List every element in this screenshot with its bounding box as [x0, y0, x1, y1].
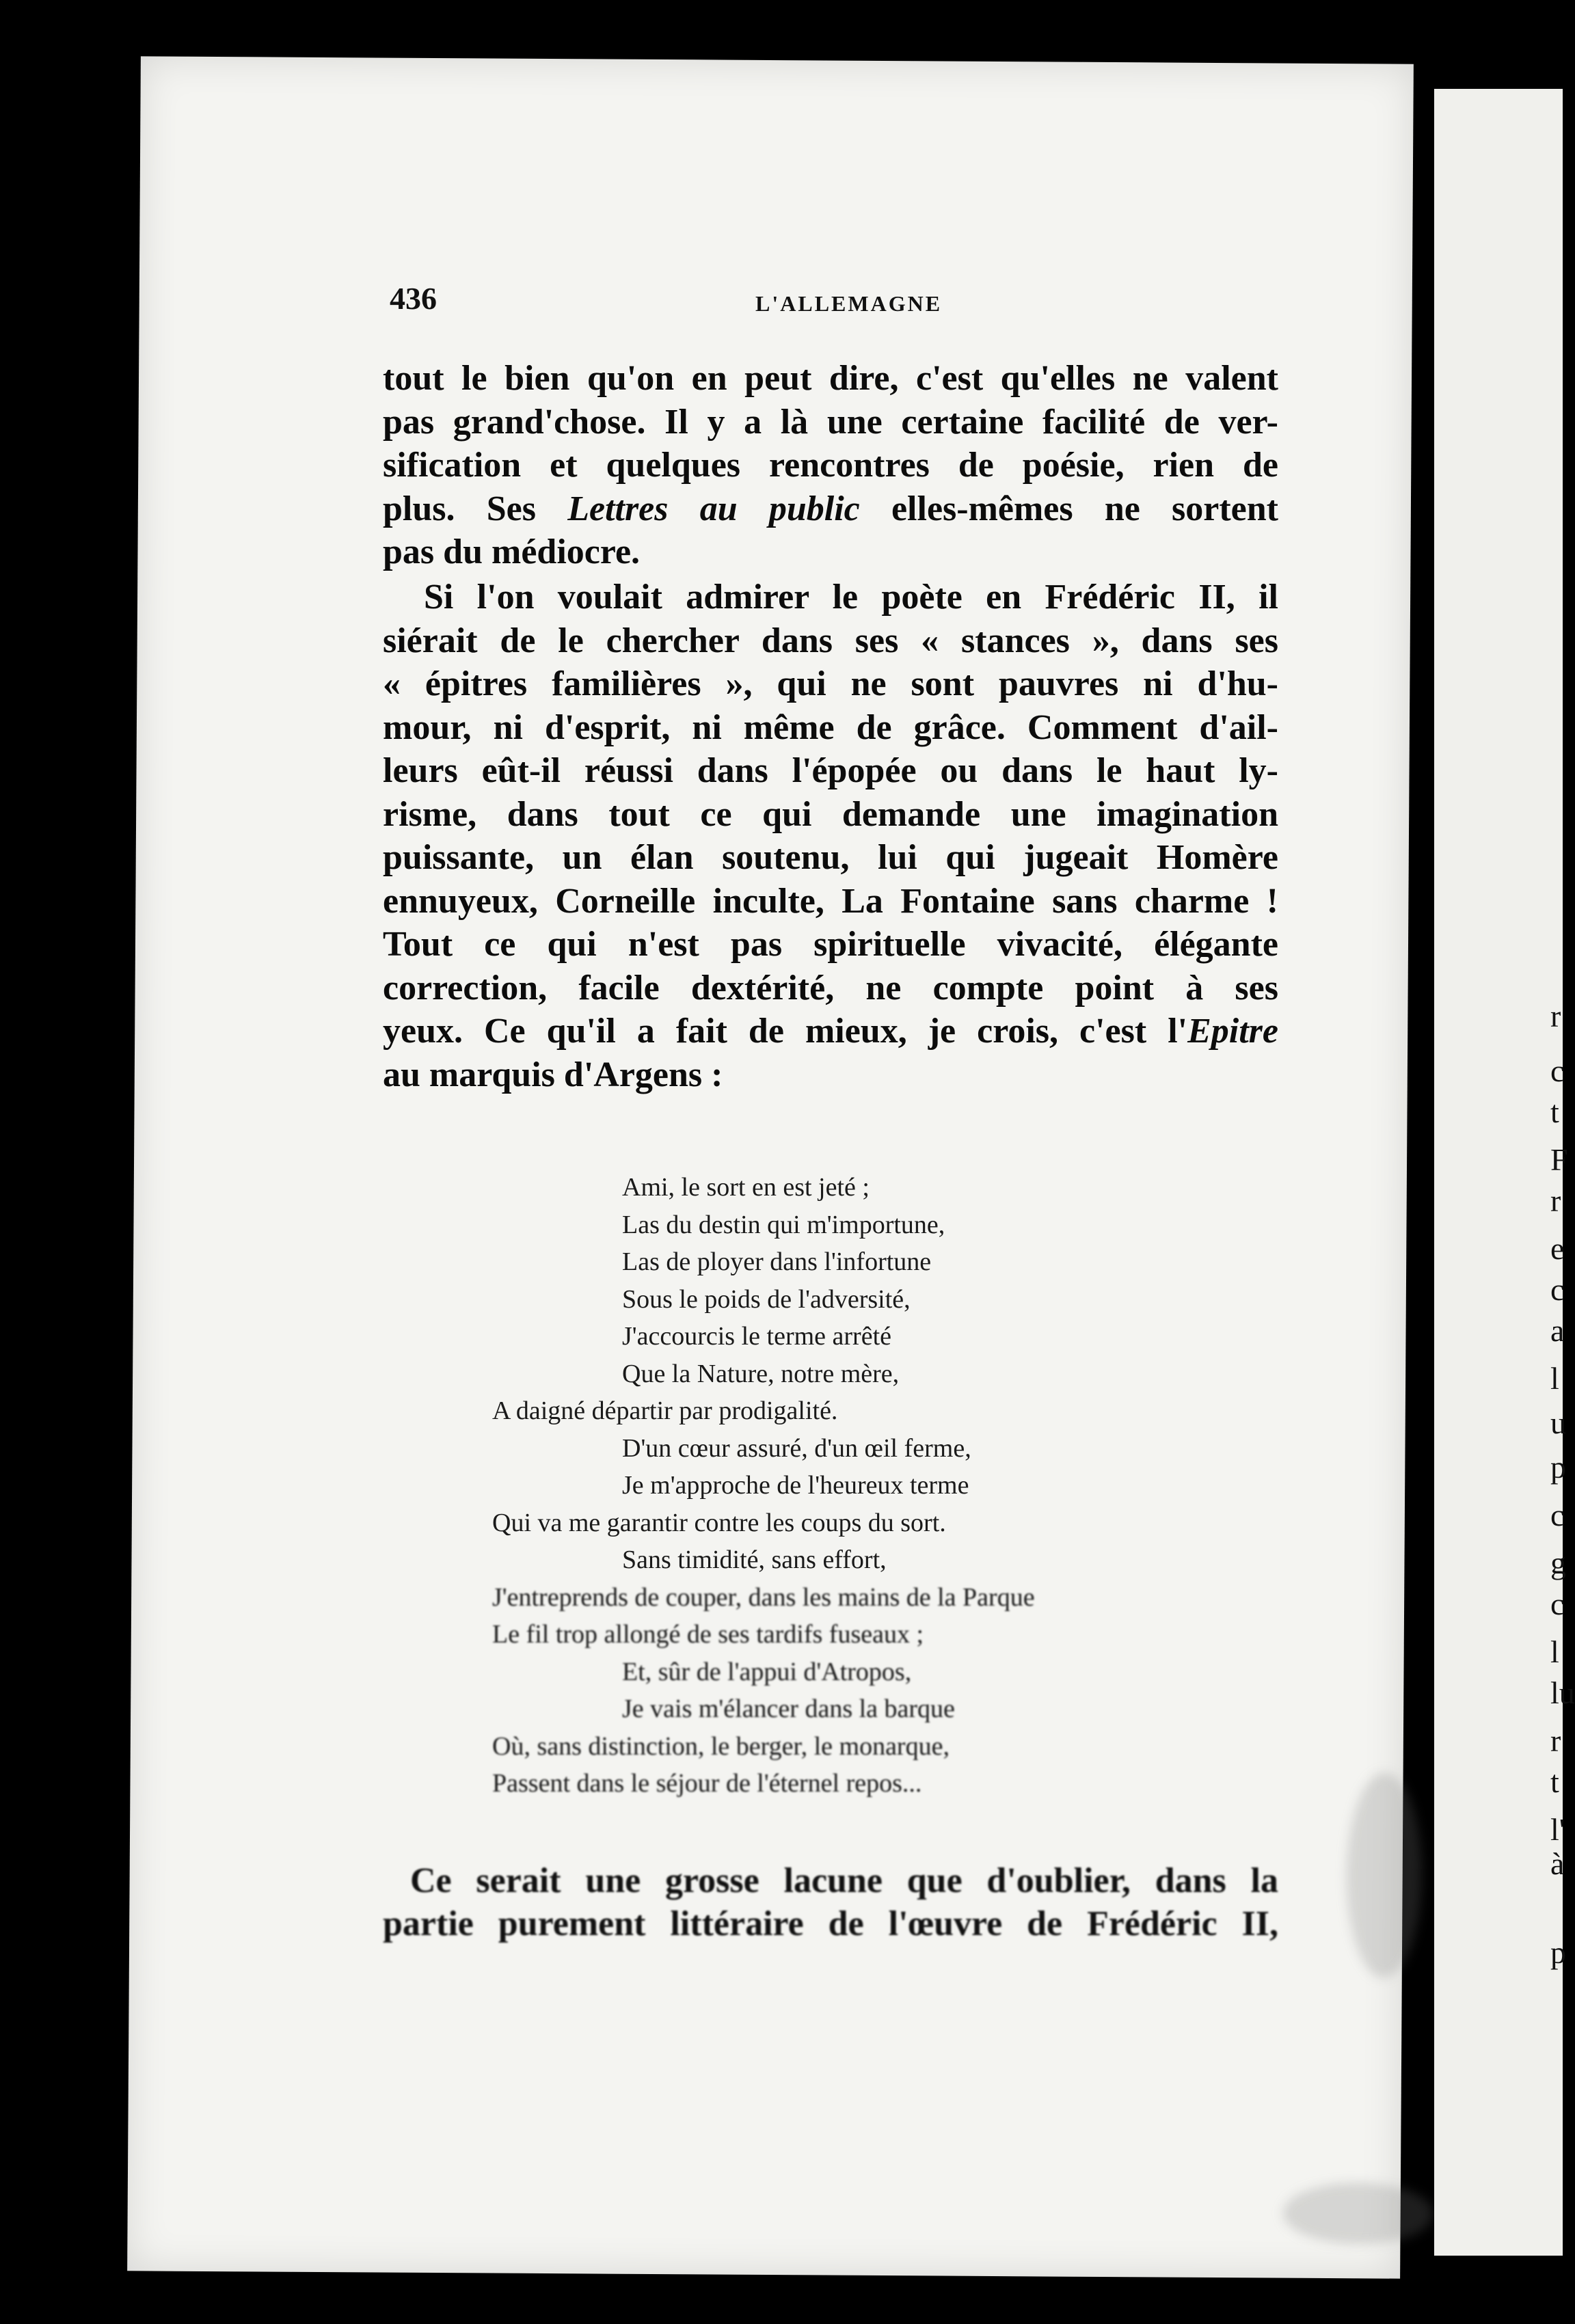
text-line: partie purement littéraire de l'œuvre de Frédéric II,	[383, 1904, 1278, 1943]
text-line: « épitres familières », qui ne sont pauvres ni d'hu-	[383, 664, 1278, 703]
edge-letter: t	[1550, 1094, 1559, 1129]
poem-verse: J'entreprends de couper, dans les mains de la Parque	[492, 1582, 1035, 1612]
page-number: 436	[390, 281, 437, 316]
scan-smudge	[1346, 1772, 1423, 1978]
poem-verse: Ami, le sort en est jeté ;	[622, 1173, 870, 1202]
poem-verse: A daigné départir par prodigalité.	[492, 1396, 838, 1425]
edge-letter: r	[1550, 999, 1561, 1033]
edge-letter: l'	[1550, 1812, 1565, 1847]
text-line: Ce serait une grosse lacune que d'oublier, dans la	[410, 1861, 1278, 1900]
poem-verse: Passent dans le séjour de l'éternel repos...	[492, 1769, 922, 1798]
edge-letter: c	[1550, 1053, 1565, 1088]
italic-title: Lettres au public	[567, 489, 860, 528]
edge-letter: F	[1550, 1142, 1568, 1177]
text-line: ennuyeux, Corneille inculte, La Fontaine sans charme !	[383, 881, 1278, 921]
text-line: au marquis d'Argens :	[383, 1055, 723, 1094]
poem-verse: Je m'approche de l'heureux terme	[622, 1471, 969, 1500]
edge-letter: r	[1550, 1183, 1561, 1218]
poem-verse: J'accourcis le terme arrêté	[622, 1322, 891, 1351]
text-line: mour, ni d'esprit, ni même de grâce. Comment d'ail-	[383, 707, 1278, 747]
italic-title: Epitre	[1187, 1012, 1278, 1051]
edge-letter: à	[1550, 1846, 1565, 1881]
poem-verse: Le fil trop allongé de ses tardifs fuseaux ;	[492, 1620, 924, 1649]
text-line: pas du médiocre.	[383, 532, 641, 571]
poem-verse: Et, sûr de l'appui d'Atropos,	[622, 1657, 912, 1686]
edge-letter: c	[1550, 1498, 1565, 1532]
text-line	[383, 1010, 1278, 1053]
edge-letter: u	[1550, 1405, 1566, 1440]
edge-letter: c	[1550, 1272, 1565, 1307]
edge-letter: t	[1550, 1764, 1559, 1799]
text-run: plus. Ses	[383, 489, 568, 528]
edge-letter: l	[1550, 1634, 1559, 1669]
page-header	[390, 280, 1278, 321]
closing-paragraph	[383, 1859, 1278, 1945]
text-line: Si l'on voulait admirer le poète en Frédéric II, il	[424, 578, 1278, 617]
text-line: puissante, un élan soutenu, lui qui jugeait Homère	[383, 838, 1278, 877]
edge-letter: e	[1550, 1231, 1565, 1266]
poem-verse: Sous le poids de l'adversité,	[622, 1284, 911, 1314]
edge-letter: lu	[1550, 1675, 1575, 1710]
edge-letter: l	[1550, 1361, 1559, 1396]
edge-letter: r	[1550, 1723, 1561, 1758]
text-run: elles-mêmes ne sortent	[859, 489, 1278, 528]
poem-verse: Je vais m'élancer dans la barque	[622, 1694, 955, 1723]
edge-letter: a	[1550, 1313, 1565, 1348]
text-line: Tout ce qui n'est pas spirituelle vivacité, élégante	[383, 925, 1278, 964]
poem-verse: Qui va me garantir contre les coups du sort.	[492, 1508, 946, 1537]
text-line: correction, facile dextérité, ne compte point à ses	[383, 968, 1278, 1008]
paragraph-1	[383, 357, 1278, 574]
poem-verse: Sans timidité, sans effort,	[622, 1545, 887, 1574]
text-line: siérait de le chercher dans ses « stances », dans ses	[383, 621, 1278, 660]
scan-smudge	[1282, 2183, 1433, 2245]
edge-letter: p	[1550, 1935, 1566, 1970]
edge-letter: c	[1550, 1586, 1565, 1621]
poem-block	[492, 1169, 1278, 1802]
text-run: yeux. Ce qu'il a fait de mieux, je crois, c'est l'	[383, 1012, 1188, 1051]
poem-verse: Las du destin qui m'importune,	[622, 1210, 945, 1239]
text-line: pas grand'chose. Il y a là une certaine facilité de ver-	[383, 402, 1278, 442]
facing-page-letters	[1550, 0, 1575, 2324]
poem-verse: Que la Nature, notre mère,	[622, 1359, 900, 1388]
text-line	[383, 487, 1278, 531]
text-line: tout le bien qu'on en peut dire, c'est qu'elles ne valent	[383, 359, 1278, 398]
facing-page-edge	[1434, 89, 1563, 2256]
paragraph-2	[383, 576, 1278, 1096]
text-line: leurs eût-il réussi dans l'épopée ou dans le haut ly-	[383, 751, 1278, 790]
text-line: sification et quelques rencontres de poésie, rien de	[383, 446, 1278, 485]
running-title: L'ALLEMAGNE	[755, 291, 943, 316]
poem-verse: D'un cœur assuré, d'un œil ferme,	[622, 1433, 971, 1463]
text-line: risme, dans tout ce qui demande une imagination	[383, 794, 1278, 834]
poem-verse: Où, sans distinction, le berger, le monarque,	[492, 1731, 950, 1761]
poem-verse: Las de ployer dans l'infortune	[622, 1247, 932, 1276]
edge-letter: g	[1550, 1545, 1566, 1580]
edge-letter: p	[1550, 1450, 1566, 1485]
